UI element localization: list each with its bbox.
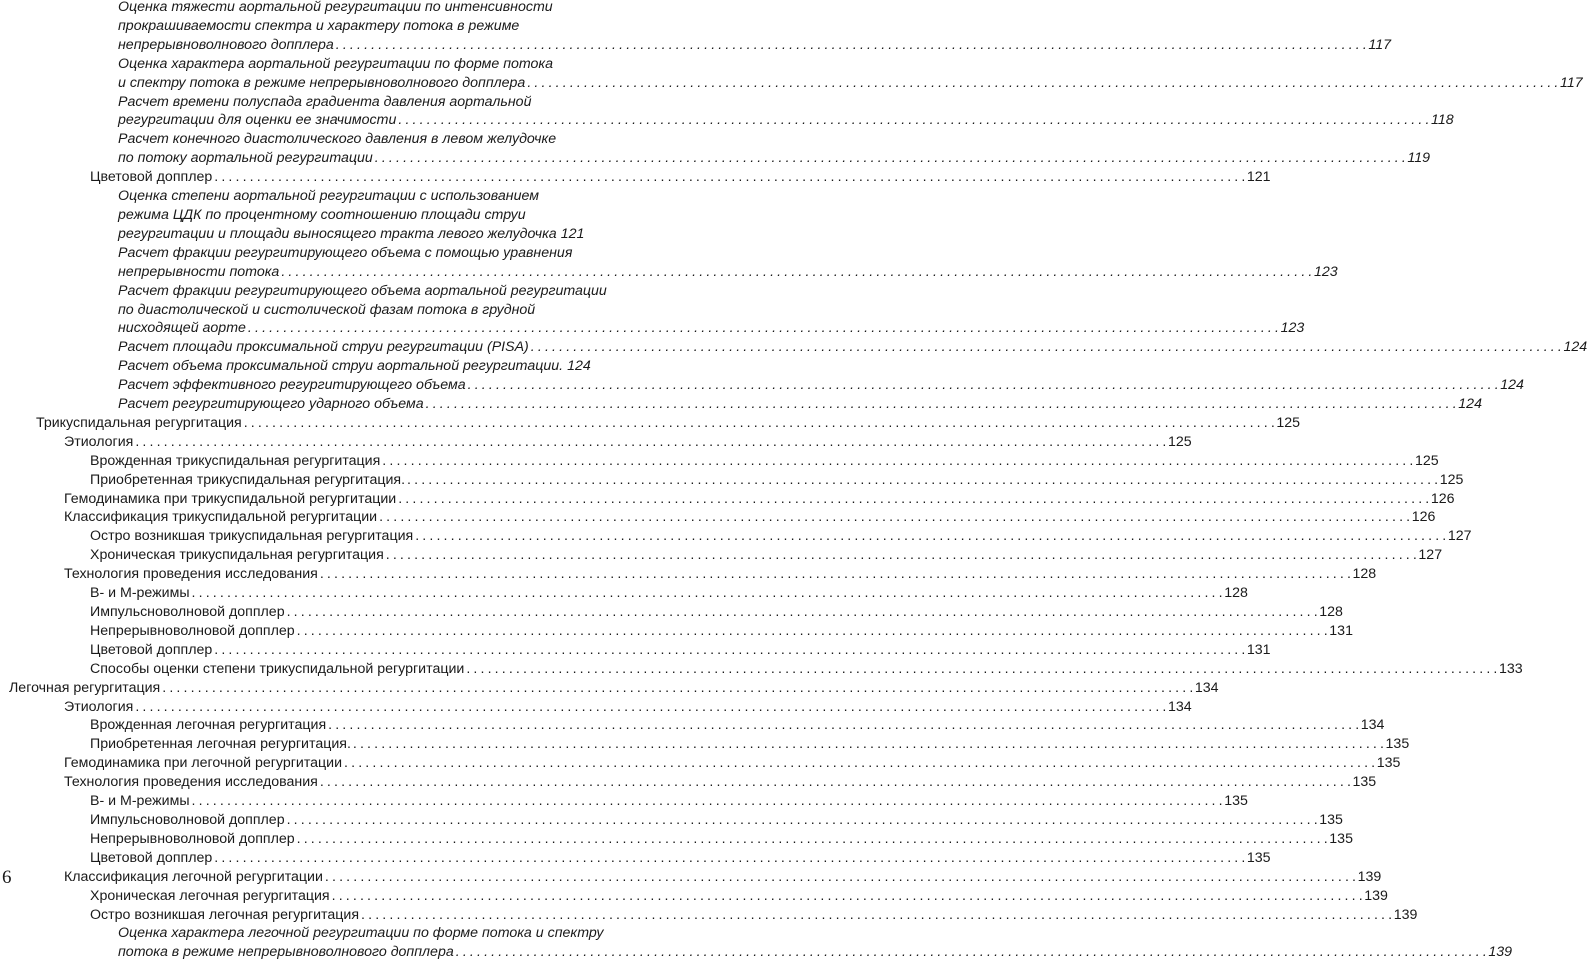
toc-entry-last-line [118, 943, 1513, 962]
toc-entry-last-line [118, 74, 1583, 93]
dot-leader [297, 830, 1328, 849]
toc-entry-title-line: потока в режиме непрерывноволнового допплера [118, 944, 454, 961]
toc-entry-last-line [118, 263, 1338, 282]
dot-leader [466, 660, 1497, 679]
dot-leader [287, 811, 1318, 830]
toc-entry-page-number: 121 [560, 225, 585, 242]
toc-entry [0, 754, 1401, 773]
toc-entry [0, 168, 1271, 187]
dot-leader [375, 149, 1406, 168]
dot-leader [135, 698, 1166, 717]
dot-leader [214, 168, 1245, 187]
toc-entry-page-number: 139 [1393, 906, 1418, 923]
dot-leader [320, 773, 1351, 792]
toc-entry [0, 55, 1583, 93]
page-number: 6 [2, 867, 12, 888]
toc-entry-title-line: Расчет объема проксимальной струи аортальной регургитации. [118, 358, 564, 375]
toc-entry-page-number: 139 [1364, 887, 1388, 904]
toc-entry-page-number: 135 [1376, 755, 1401, 772]
toc-entry [0, 887, 1388, 906]
dot-leader [325, 868, 1356, 887]
dot-leader [287, 603, 1318, 622]
dot-leader [192, 584, 1223, 603]
toc-entry-title-line: Технология проведения исследования [64, 566, 318, 583]
toc-entry-last-line [90, 811, 1343, 830]
toc-entry-title-line: Расчет фракции регургитирующего объема с помощью уравнения [118, 244, 573, 261]
toc-entry-last-line [90, 735, 1410, 754]
toc-entry-page-number: 121 [1246, 169, 1271, 186]
dot-leader [353, 735, 1384, 754]
toc-entry-title-line: Гемодинамика при легочной регургитации [64, 755, 343, 772]
toc-entry [0, 792, 1248, 811]
dot-leader [386, 546, 1417, 565]
toc-entry-page-number: 127 [1447, 528, 1472, 545]
toc-entry-page-number: 125 [1414, 452, 1439, 469]
toc-entry [0, 508, 1436, 527]
dot-leader [281, 263, 1312, 282]
toc-entry-last-line [90, 622, 1353, 641]
dot-leader [135, 433, 1166, 452]
toc-entry [0, 849, 1271, 868]
toc-entry-last-line [90, 168, 1271, 187]
dot-leader [214, 641, 1245, 660]
toc-entry-last-line [90, 603, 1343, 622]
dot-leader [468, 376, 1499, 395]
toc-entry [0, 452, 1439, 471]
toc-entry-title-line: Непрерывноволновой допплер [90, 830, 295, 847]
dot-leader [426, 395, 1457, 414]
toc-entry [0, 868, 1382, 887]
toc-entry-title-line: Оценка степени аортальной регургитации с использованием [118, 188, 539, 205]
toc-entry [0, 622, 1353, 641]
toc-entry-page-number: 124 [1458, 396, 1482, 413]
dot-leader [297, 622, 1328, 641]
toc-entry-last-line [118, 395, 1482, 414]
toc-entry-title-line: Классификация трикуспидальной регургитации [64, 509, 378, 526]
toc-entry-last-line [90, 716, 1385, 735]
toc-entry-title-line: и спектру потока в режиме непрерывноволнового допплера [118, 74, 526, 91]
toc-entry-page-number: 125 [1167, 433, 1192, 450]
toc-entry [0, 244, 1338, 282]
toc-entry-title-line: Расчет эффективного регургитирующего объема [118, 377, 466, 394]
toc-entry-last-line [90, 527, 1472, 546]
toc-entry-title-line: непрерывности потока [118, 263, 280, 280]
dot-leader [379, 508, 1410, 527]
dot-leader [214, 849, 1245, 868]
toc-entry [0, 546, 1443, 565]
toc-entry-last-line [90, 792, 1248, 811]
toc-entry-title-line: Классификация легочной регургитации [64, 868, 323, 885]
toc-entry-title-line: Остро возникшая трикуспидальная регургитация [90, 528, 414, 545]
toc-entry-page-number: 139 [1488, 944, 1513, 961]
toc-entry-title-line: Цветовой допплер [90, 641, 213, 658]
dot-leader [192, 792, 1223, 811]
toc-entry-title-line: Хроническая трикуспидальная регургитация [90, 547, 384, 564]
toc-entry-title-line: Импульсноволновой допплер [90, 604, 285, 620]
toc-entry-page-number: 134 [1360, 717, 1385, 734]
toc-entry [0, 906, 1418, 925]
toc-entry-last-line [118, 149, 1431, 168]
toc-entry-last-line [90, 660, 1523, 679]
toc-entry-page-number: 123 [1280, 320, 1305, 337]
toc-entry-title-line: Врожденная легочная регургитация [90, 717, 327, 734]
toc-entry-title-line: Оценка характера легочной регургитации по форме потока и спектру [118, 925, 604, 942]
toc-entry [0, 93, 1454, 131]
toc-entry-page-number: 126 [1411, 509, 1436, 526]
toc-entry [0, 641, 1271, 660]
dot-leader [244, 414, 1275, 433]
toc-entry-title-line: режима ЦДК по процентному соотношению площади струи [118, 206, 526, 223]
dot-leader [162, 679, 1193, 698]
toc-entry-last-line [118, 111, 1454, 130]
toc-entry-title-line: прокрашиваемости спектра и характеру потока в режиме [118, 17, 520, 34]
toc-entry-last-line [64, 433, 1192, 452]
toc-entry [0, 527, 1472, 546]
toc-entry-title-line: Непрерывноволновой допплер [90, 622, 295, 639]
toc-entry [0, 679, 1219, 698]
dot-leader [361, 906, 1392, 925]
toc-entry-page-number: 128 [1224, 585, 1248, 602]
toc-entry-page-number: 133 [1498, 660, 1523, 677]
toc-entry-title-line: Гемодинамика при трикуспидальной регургитации [64, 490, 397, 507]
toc-entry-title-line: Этиология [64, 698, 134, 715]
dot-leader [398, 111, 1429, 130]
toc-entry-title-line: Оценка тяжести аортальной регургитации по интенсивности [118, 0, 553, 15]
dot-leader [248, 319, 1279, 338]
toc-entry [0, 490, 1455, 509]
toc-entry-page-number: 128 [1352, 566, 1377, 583]
toc-entry-page-number: 135 [1319, 811, 1343, 828]
toc-entry-page-number: 135 [1224, 793, 1248, 810]
toc-entry-page-number: 128 [1319, 604, 1343, 620]
toc-entry [0, 698, 1192, 717]
toc-entry [0, 282, 1305, 339]
toc-entry-last-line [118, 36, 1392, 55]
toc-entry-last-line [118, 338, 1587, 357]
toc-entry [0, 376, 1524, 395]
toc-entry-page-number: 124 [1563, 339, 1587, 356]
toc-entry-title-line: Расчет конечного диастолического давления в левом желудочке [118, 131, 557, 148]
toc-entry-last-line [118, 319, 1305, 338]
toc-entry-last-line [118, 357, 591, 376]
toc-entry-title-line: Врожденная трикуспидальная регургитация [90, 452, 381, 469]
toc-entry [0, 0, 1392, 55]
toc-entry-last-line [64, 508, 1436, 527]
toc-entry-last-line [90, 452, 1439, 471]
toc-entry-last-line [118, 376, 1524, 395]
toc-entry-page-number: 117 [1368, 36, 1392, 53]
toc-entry-title-line: Расчет площади проксимальной струи регургитации (PISA) [118, 339, 529, 356]
toc-entry-title-line: по диастолической и систолической фазам потока в грудной [118, 301, 536, 318]
toc-entry-last-line [64, 754, 1401, 773]
toc-entry-last-line [64, 698, 1192, 717]
dot-leader [398, 490, 1429, 509]
toc-entry-last-line [118, 225, 585, 244]
toc-entry-title-line: B- и M-режимы [90, 793, 190, 810]
toc-entry-page-number: 125 [1276, 414, 1301, 431]
toc-entry [0, 338, 1587, 357]
toc-entry-title-line: B- и M-режимы [90, 585, 190, 602]
dot-leader [415, 527, 1446, 546]
toc-entry-title-line: Расчет фракции регургитирующего объема аортальной регургитации [118, 282, 607, 299]
toc-entry [0, 395, 1482, 414]
toc-entry-last-line [64, 773, 1377, 792]
toc-entry-last-line [90, 830, 1353, 849]
dot-leader [344, 754, 1375, 773]
toc-entry [0, 716, 1385, 735]
toc-entry-title-line: Расчет времени полуспада градиента давления аортальной [118, 93, 532, 110]
dot-leader [531, 338, 1562, 357]
toc-entry [0, 773, 1377, 792]
toc-entry-page-number: 118 [1431, 112, 1454, 129]
toc-entry [0, 830, 1353, 849]
toc-entry-last-line [90, 471, 1464, 490]
toc-entry [0, 584, 1248, 603]
toc-entry-page-number: 119 [1407, 150, 1431, 167]
dot-leader [328, 716, 1359, 735]
toc-entry-title-line: Цветовой допплер [90, 169, 213, 186]
toc-entry-page-number: 131 [1329, 622, 1353, 639]
toc-entry-page-number: 125 [1439, 471, 1464, 488]
toc-entry [0, 130, 1431, 168]
toc-entry-title-line: Расчет регургитирующего ударного объема [118, 396, 424, 413]
toc-entry-title-line: регургитации для оценки ее значимости [118, 112, 397, 129]
toc-entry-last-line [90, 546, 1443, 565]
toc-entry-title-line: Импульсноволновой допплер [90, 811, 285, 828]
toc-entry-title-line: Легочная регургитация [9, 679, 161, 696]
toc-entry-title-line: непрерывноволнового допплера [118, 36, 334, 53]
toc-entry [0, 660, 1523, 679]
toc-entry [0, 414, 1301, 433]
toc-entry-last-line [90, 849, 1271, 868]
dot-leader [382, 452, 1413, 471]
toc-entry [0, 735, 1410, 754]
toc-entry-last-line [90, 584, 1248, 603]
toc-entry [0, 811, 1343, 830]
dot-leader [407, 471, 1438, 490]
toc-entry [0, 924, 1513, 962]
toc-entry-title-line: Хроническая легочная регургитация [90, 887, 330, 904]
toc-entry-last-line [64, 868, 1382, 887]
toc-entry [0, 565, 1377, 584]
toc-entry-last-line [90, 641, 1271, 660]
dot-leader [320, 565, 1351, 584]
dot-leader [456, 943, 1487, 962]
toc-entry-last-line [9, 679, 1219, 698]
toc-entry-title-line: Трикуспидальная регургитация [36, 414, 242, 431]
toc-entry-title-line: Приобретенная трикуспидальная регургитация. [90, 471, 406, 488]
toc-entry [0, 433, 1192, 452]
toc-entry-page-number: 134 [1167, 698, 1192, 715]
toc-entry-last-line [36, 414, 1301, 433]
toc-entry-page-number: 135 [1329, 830, 1353, 847]
toc-entry-title-line: по потоку аортальной регургитации [118, 150, 373, 167]
toc-entry [0, 187, 585, 244]
dot-leader [332, 887, 1363, 906]
toc-entry-page-number: 139 [1357, 868, 1382, 885]
toc-entry-page-number: 117 [1559, 74, 1583, 91]
toc-entry [0, 471, 1464, 490]
toc-entry-title-line: регургитации и площади выносящего тракта левого желудочка [118, 225, 557, 242]
toc-entry-last-line [90, 906, 1418, 925]
dot-leader [336, 36, 1367, 55]
toc-entry-page-number: 135 [1385, 736, 1410, 753]
toc-entry-title-line: Цветовой допплер [90, 849, 213, 866]
toc-entry-page-number: 131 [1246, 641, 1271, 658]
toc-entry-title-line: нисходящей аорте [118, 320, 246, 337]
toc-entry [0, 603, 1343, 622]
toc-entry-page-number: 124 [567, 358, 591, 375]
toc-entry-title-line: Оценка характера аортальной регургитации по форме потока [118, 55, 554, 72]
toc-entry-title-line: Остро возникшая легочная регургитация [90, 906, 360, 923]
toc-entry-title-line: Способы оценки степени трикуспидальной регургитации [90, 660, 465, 677]
toc-entry-last-line [64, 490, 1455, 509]
toc-entry-last-line [90, 887, 1388, 906]
toc-entry-title-line: Технология проведения исследования [64, 774, 318, 791]
toc-entry-page-number: 134 [1194, 679, 1219, 696]
toc-entry-page-number: 127 [1418, 547, 1443, 564]
toc-entry [0, 357, 591, 376]
toc-entry-page-number: 126 [1430, 490, 1455, 507]
toc-entry-page-number: 135 [1352, 774, 1377, 791]
toc-entry-last-line [64, 565, 1377, 584]
toc-entry-title-line: Приобретенная легочная регургитация. [90, 736, 351, 753]
toc-entry-page-number: 124 [1500, 377, 1524, 394]
dot-leader [527, 74, 1558, 93]
toc-entry-page-number: 123 [1313, 263, 1338, 280]
toc-entry-page-number: 135 [1246, 849, 1271, 866]
toc-entry-title-line: Этиология [64, 433, 134, 450]
